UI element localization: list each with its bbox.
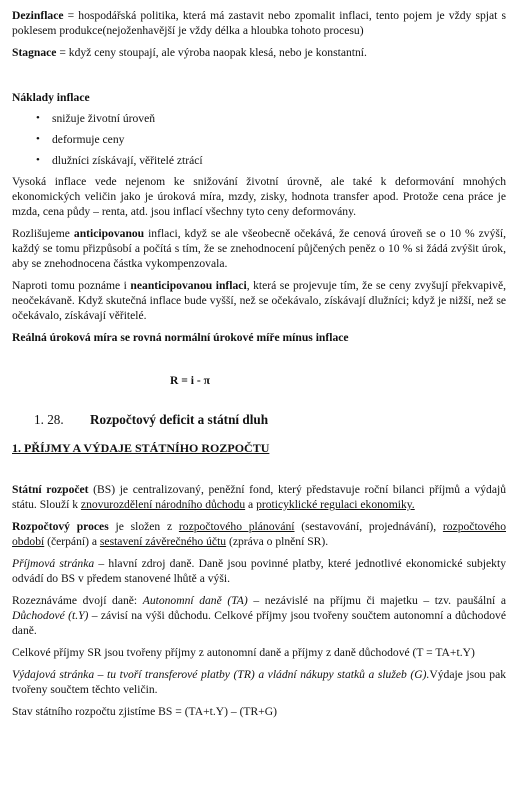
text-prijmova: – hlavní zdroj daně. Daně jsou povinné platby, které jednotlivé ekonomické subjekty odvádí do BS v předem stanovené lhůtě a výši. bbox=[12, 557, 506, 585]
heading-naklady-inflace bbox=[12, 90, 506, 105]
text-neantic-pre: Naproti tomu poznáme i bbox=[12, 279, 131, 292]
chapter-number: 1. 28. bbox=[34, 412, 64, 427]
paragraph-dezinflace bbox=[12, 8, 506, 38]
section-heading: 1. PŘÍJMY A VÝDAJE STÁTNÍHO ROZPOČTU bbox=[12, 441, 270, 455]
heading-naklady-text: Náklady inflace bbox=[12, 91, 90, 104]
text-dane-3: – závisí na výši důchodu. Celkové příjmy jsou tvořeny součtem autonomní a důchodové daně. bbox=[12, 609, 506, 637]
text-proces-3: (čerpání) a bbox=[44, 535, 100, 548]
paragraph-celkove-prijmy: Celkové příjmy SR jsou tvořeny příjmy z autonomní daně a příjmy z daně důchodové (T = TA+t.Y) bbox=[12, 646, 475, 659]
text-vydajova-3: Výdaje jsou pak tvořeny součtem těchto veličin. bbox=[12, 668, 507, 696]
text-neantic-post: , která se projevuje tím, že se ceny zvyšují překvapivě, neočekávaně. Když skutečná inflace bude vyšší, než se očekávalo, získávají dlužníci; když je nižší, než se očekávalo, získávají věřitelé. bbox=[12, 279, 506, 322]
term-stagnace: Stagnace bbox=[12, 46, 57, 59]
paragraph-statni-rozpocet bbox=[12, 482, 506, 512]
text-sr-1: (BS) je centralizovaný, peněžní fond, který představuje roční bilanci příjmů a výdajů státu. Slouží k bbox=[12, 483, 506, 511]
text-stagnace: = když ceny stoupají, ale výroba naopak klesá, nebo je konstantní. bbox=[56, 46, 367, 59]
list-item: • deformuje ceny bbox=[12, 132, 506, 153]
list-item: • dlužníci získávají, věřitelé ztrácí bbox=[12, 153, 506, 174]
paragraph-dane bbox=[12, 593, 506, 638]
text-antic-pre: Rozlišujeme bbox=[12, 227, 74, 240]
chapter-title: Rozpočtový deficit a státní dluh bbox=[90, 412, 269, 427]
underline-sr-1: znovurozdělení národního důchodu bbox=[80, 498, 246, 511]
paragraph-stagnace bbox=[12, 45, 506, 60]
list-item: • snižuje životní úroveň bbox=[12, 111, 506, 132]
chapter-heading bbox=[12, 412, 506, 427]
text-proces-2: (sestavování, projednávání), bbox=[294, 520, 443, 533]
term-vydajova-stranka: Výdajová stránka bbox=[12, 668, 95, 681]
term-dezinflace: Dezinflace bbox=[12, 9, 64, 22]
text-antic-post: inflaci, když se ale všeobecně očekává, že cenová úroveň se o 10 % zvýší, každý se tomu přizpůsobí a počítá s tím, že se znehodnocení půjčených peněz o 10 % si žádá zvýšit úrok, aby se znehodnocena částka vykompenzovala. bbox=[12, 227, 507, 270]
italic-dane-2: Důchodové (t.Y) bbox=[12, 609, 89, 622]
text-dane-2: – nezávislé na příjmu či majetku – tzv. paušální a bbox=[247, 594, 507, 607]
underline-sr-2: proticyklické regulaci ekonomiky. bbox=[256, 498, 415, 511]
paragraph-vysoka-inflace: Vysoká inflace vede nejenom ke snižování životní úrovně, ale také k deformování mnohých ekonomických veličin jako je úroková míra, mzdy, zisky, hodnota transfer apod. Protože cena práce je mzda, cena půdy – renta, atd. jsou inflací všechny tyto ceny deformovány. bbox=[12, 175, 506, 218]
paragraph-anticipovana bbox=[12, 226, 506, 271]
text-realna: Reálná úroková míra se rovná normální úrokové míře mínus inflace bbox=[12, 331, 349, 344]
document-page bbox=[12, 8, 506, 719]
term-prijmova-stranka: Příjmová stránka bbox=[12, 557, 95, 570]
paragraph-neanticipovana bbox=[12, 278, 506, 323]
italic-vydajova-1: transferové platby (TR) bbox=[145, 668, 255, 681]
text-proces-4: (zpráva o plnění SR). bbox=[226, 535, 329, 548]
text-vydajova-2: a bbox=[254, 668, 268, 681]
underline-proces-2: rozpočtového období bbox=[12, 520, 507, 548]
paragraph-prijmova-stranka bbox=[12, 556, 506, 586]
italic-vydajova-2: vládní nákupy statků a služeb (G). bbox=[267, 668, 430, 681]
text-dane-1: Rozeznáváme dvojí daně: bbox=[12, 594, 143, 607]
text-dezinflace: = hospodářská politika, která má zastavit nebo zpomalit inflaci, tento pojem je vždy spjat s poklesem produkce(nejoženhavější je vždy délka a hloubka tohoto procesu) bbox=[12, 9, 506, 37]
paragraph-rozpoctovy-proces bbox=[12, 519, 506, 549]
italic-dane-1: Autonomní daně (TA) bbox=[142, 594, 248, 607]
paragraph-vydajova-stranka bbox=[12, 667, 506, 697]
paragraph-realna-urokova-mira bbox=[12, 330, 506, 345]
naklady-list bbox=[12, 111, 506, 174]
underline-proces-1: rozpočtového plánování bbox=[178, 520, 295, 533]
formula: R = i - π bbox=[170, 374, 211, 387]
text-sr-2: a bbox=[245, 498, 257, 511]
underline-proces-3: sestavení závěrečného účtu bbox=[99, 535, 227, 548]
text-proces-1: je složen z bbox=[108, 520, 179, 533]
term-anticipovana: anticipovanou bbox=[73, 227, 145, 240]
term-statni-rozpocet: Státní rozpočet bbox=[12, 483, 89, 496]
term-rozpoctovy-proces: Rozpočtový proces bbox=[12, 520, 109, 533]
paragraph-stav-rozpoctu: Stav státního rozpočtu zjistíme BS = (TA+t.Y) – (TR+G) bbox=[12, 705, 278, 718]
term-neanticipovana: neanticipovanou inflaci bbox=[130, 279, 247, 292]
text-vydajova-1: – tu tvoří bbox=[94, 668, 146, 681]
